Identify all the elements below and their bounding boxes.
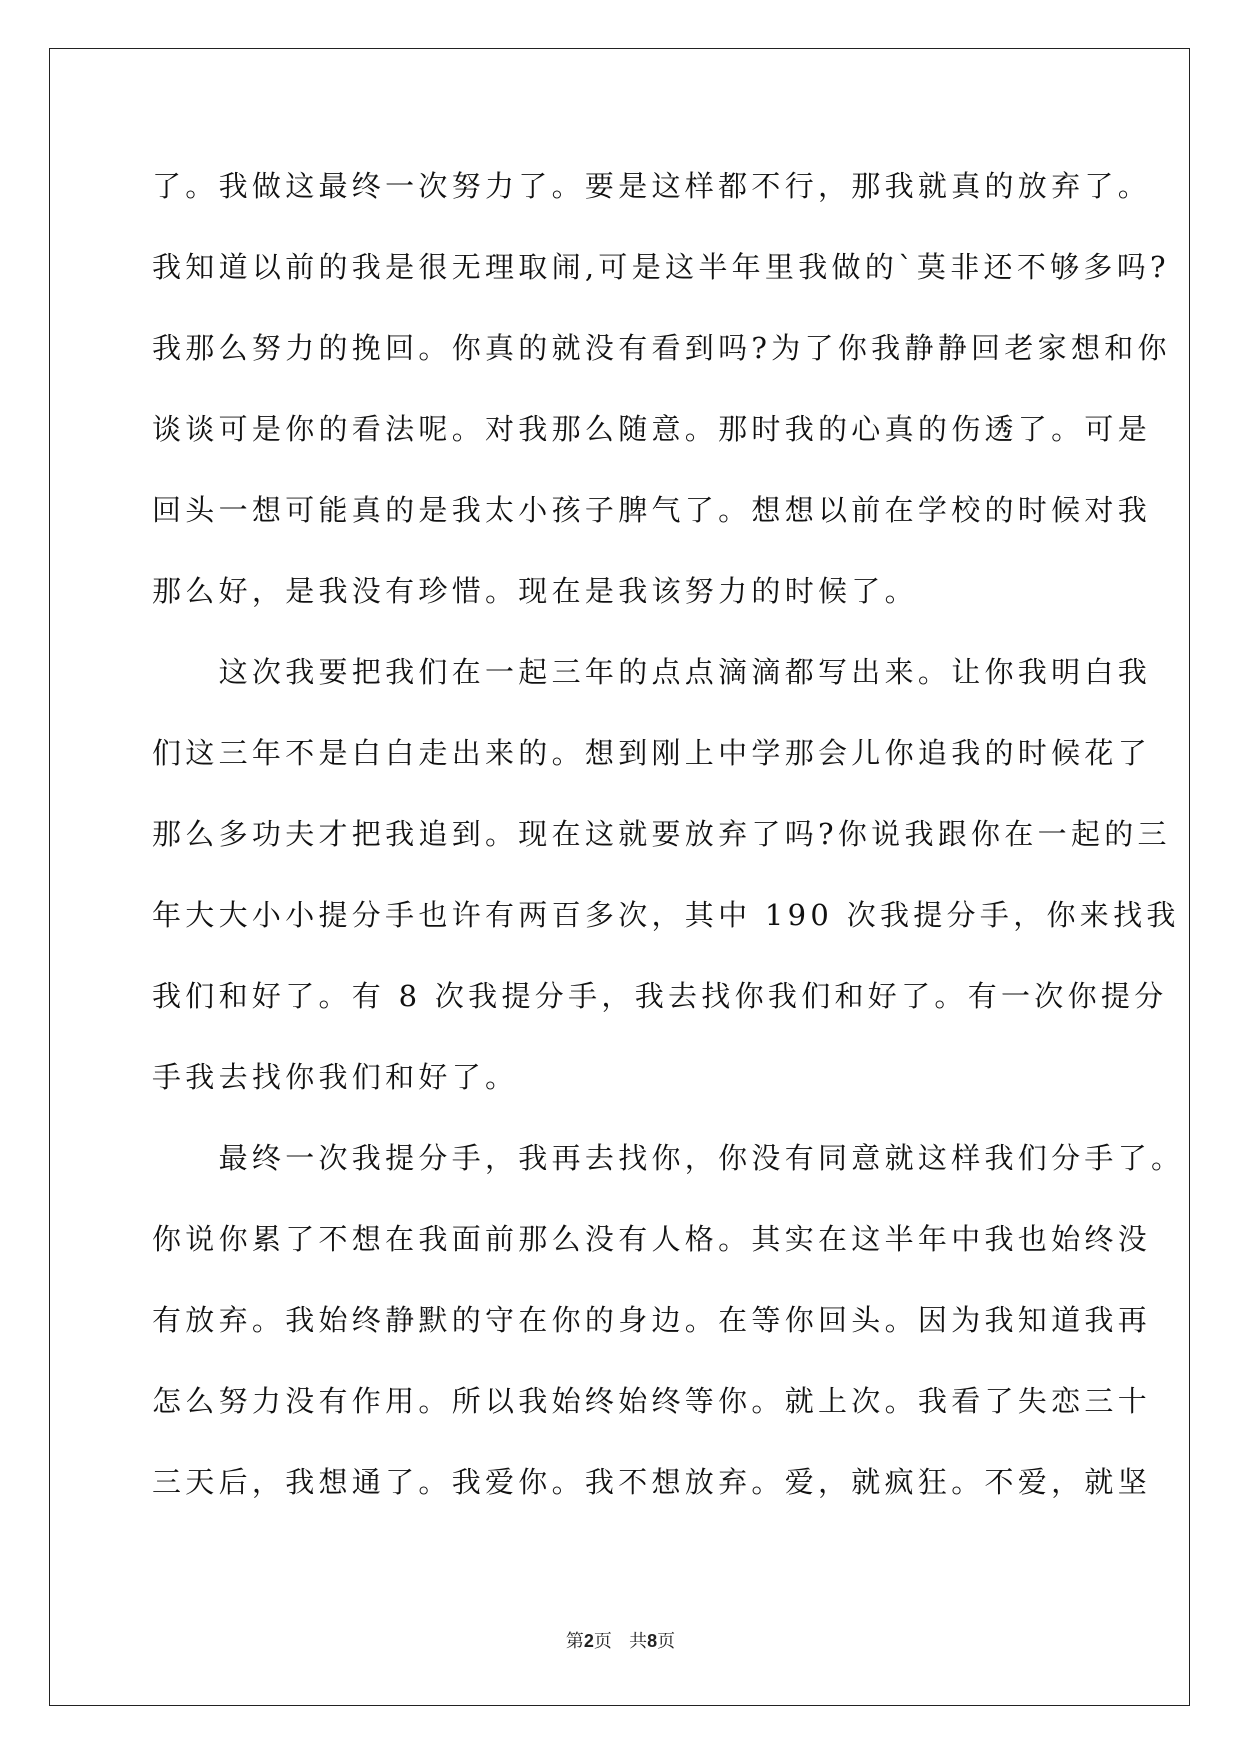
text-line-5: 回头一想可能真的是我太小孩子脾气了。想想以前在学校的时候对我 <box>152 493 1152 527</box>
text-line-11: 我们和好了。有 8 次我提分手，我去找你我们和好了。有一次你提分 <box>152 979 1168 1013</box>
footer-prefix: 第 <box>565 1631 584 1652</box>
text-line-7: 这次我要把我们在一起三年的点点滴滴都写出来。让你我明白我 <box>152 655 1152 689</box>
text-line-4: 谈谈可是你的看法呢。对我那么随意。那时我的心真的伤透了。可是 <box>152 412 1152 446</box>
text-line-14: 你说你累了不想在我面前那么没有人格。其实在这半年中我也始终没 <box>152 1222 1152 1256</box>
text-line-15: 有放弃。我始终静默的守在你的身边。在等你回头。因为我知道我再 <box>152 1303 1152 1337</box>
text-line-16: 怎么努力没有作用。所以我始终始终等你。就上次。我看了失恋三十 <box>152 1384 1152 1418</box>
text-line-9: 那么多功夫才把我追到。现在这就要放弃了吗?你说我跟你在一起的三 <box>152 817 1171 851</box>
text-line-2: 我知道以前的我是很无理取闹,可是这半年里我做的`莫非还不够多吗? <box>152 250 1170 284</box>
text-line-10: 年大大小小提分手也许有两百多次，其中 190 次我提分手，你来找我 <box>152 898 1180 932</box>
text-line-12: 手我去找你我们和好了。 <box>152 1060 519 1094</box>
text-line-3: 我那么努力的挽回。你真的就没有看到吗?为了你我静静回老家想和你 <box>152 331 1171 365</box>
footer-total-prefix: 共 <box>629 1631 648 1652</box>
document-body <box>152 160 1185 1537</box>
text-line-1: 了。我做这最终一次努力了。要是这样都不行，那我就真的放弃了。 <box>152 169 1152 203</box>
footer-total-suffix: 页 <box>657 1631 676 1652</box>
footer-page-suffix: 页 <box>593 1631 612 1652</box>
text-line-17: 三天后，我想通了。我爱你。我不想放弃。爱，就疯狂。不爱，就坚 <box>152 1465 1152 1499</box>
page-footer <box>0 1627 1241 1653</box>
total-pages-number: 8 <box>647 1631 658 1651</box>
text-line-13: 最终一次我提分手，我再去找你，你没有同意就这样我们分手了。 <box>152 1141 1185 1175</box>
text-line-8: 们这三年不是白白走出来的。想到刚上中学那会儿你追我的时候花了 <box>152 736 1152 770</box>
current-page-number: 2 <box>583 1631 594 1651</box>
text-line-6: 那么好，是我没有珍惜。现在是我该努力的时候了。 <box>152 574 918 608</box>
